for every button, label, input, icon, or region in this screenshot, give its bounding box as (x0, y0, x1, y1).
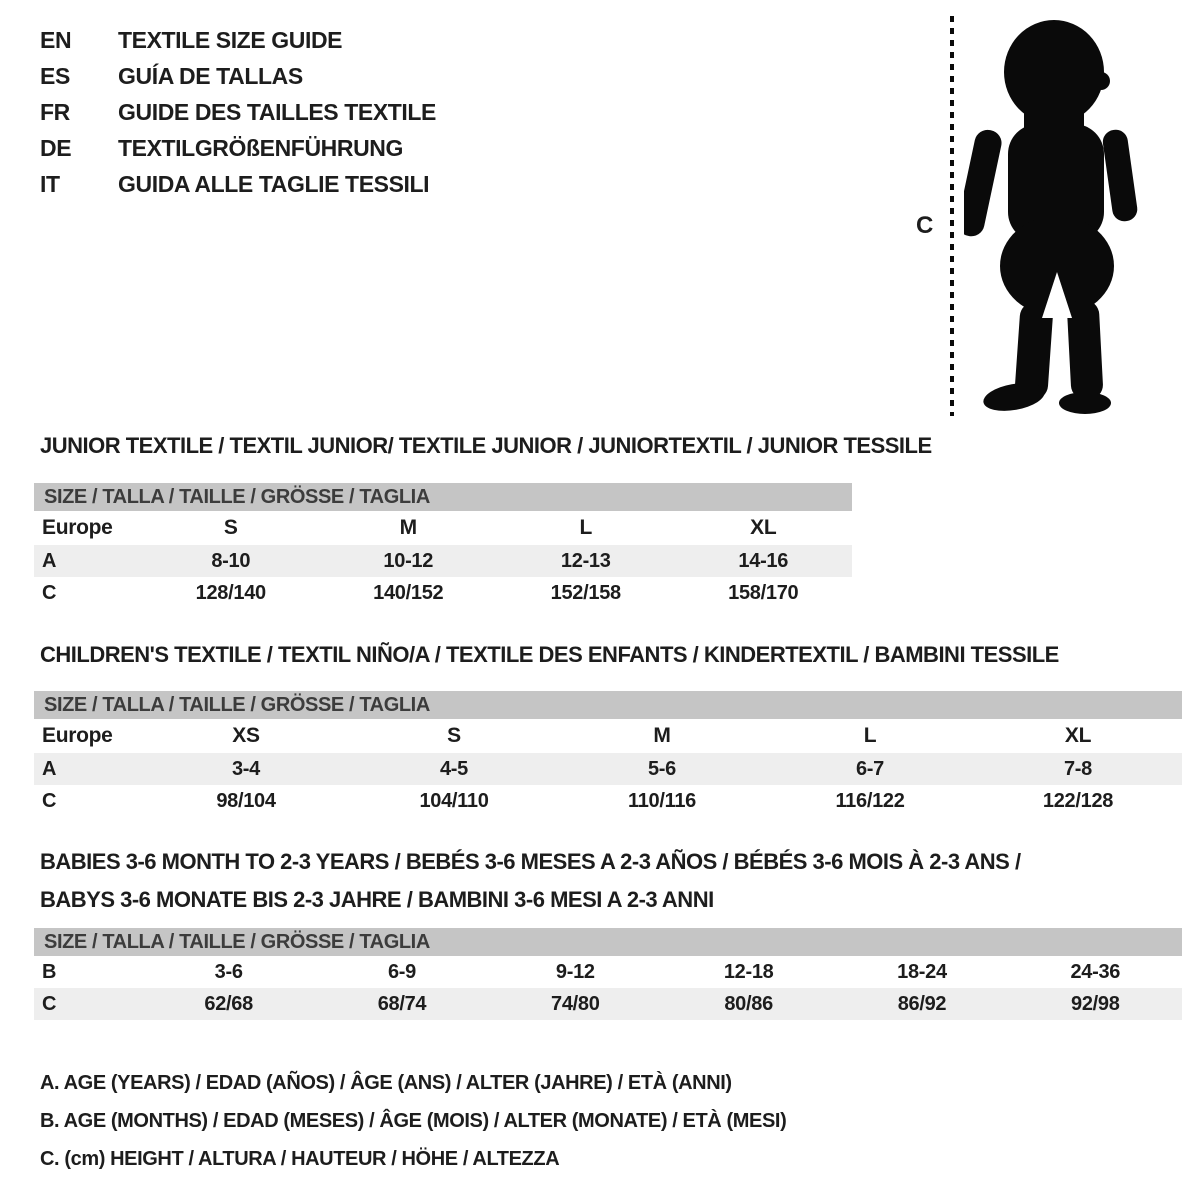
size-value: 3-6 (214, 960, 243, 983)
size-value: L (863, 724, 877, 747)
size-value: M (399, 516, 417, 539)
section-heading-line: BABIES 3-6 MONTH TO 2-3 YEARS / BEBÉS 3-6 MESES A 2-3 AÑOS / BÉBÉS 3-6 MOIS À 2-3 ANS / (40, 849, 1021, 874)
language-code: ES (40, 62, 70, 89)
size-value: 9-12 (555, 960, 595, 983)
size-value: 86/92 (897, 992, 947, 1015)
language-row (40, 58, 436, 94)
row-label: A (42, 549, 57, 572)
toddler-silhouette-icon (964, 14, 1140, 416)
table-row (34, 511, 852, 545)
size-value: XS (232, 724, 260, 747)
table-row (34, 988, 1182, 1020)
height-measure-dashed-line (950, 16, 954, 416)
size-value: 80/86 (724, 992, 773, 1015)
size-value: 12-18 (723, 960, 774, 983)
size-value: XL (1064, 724, 1092, 747)
size-value: S (223, 516, 238, 539)
guide-title: TEXTILGRÖßENFÜHRUNG (118, 134, 403, 161)
language-code: IT (40, 170, 60, 197)
language-title-list (40, 22, 436, 202)
language-row (40, 166, 436, 202)
size-value: S (447, 724, 461, 747)
size-value: 10-12 (383, 549, 434, 572)
size-value: 8-10 (211, 549, 251, 572)
size-value: 6-7 (855, 757, 884, 780)
size-value: 14-16 (738, 549, 789, 572)
table-row (34, 577, 852, 609)
language-code: FR (40, 98, 70, 125)
size-value: 24-36 (1070, 960, 1121, 983)
guide-title: GUIDE DES TAILLES TEXTILE (118, 98, 436, 125)
section-junior-textile (34, 433, 932, 609)
size-value: 110/116 (628, 789, 696, 812)
size-value: 5-6 (647, 757, 676, 780)
section-childrens-textile (34, 642, 1182, 817)
size-value: 12-13 (560, 549, 611, 572)
size-value: 68/74 (377, 992, 427, 1015)
size-value: 92/98 (1071, 992, 1120, 1015)
size-value: 74/80 (551, 992, 600, 1015)
section-babies-textile (34, 843, 1182, 1020)
row-label: C (42, 581, 57, 604)
size-value: 98/104 (216, 789, 276, 812)
row-label: C (42, 992, 57, 1015)
size-value: 128/140 (195, 581, 266, 604)
size-value: 116/122 (835, 789, 905, 812)
table-row (34, 956, 1182, 988)
size-value: L (579, 516, 593, 539)
guide-title: TEXTILE SIZE GUIDE (118, 26, 343, 53)
junior-size-table (34, 483, 852, 609)
size-value: M (653, 724, 671, 747)
height-measure-label: C (916, 212, 934, 239)
size-value: 140/152 (373, 581, 444, 604)
size-value: 104/110 (419, 789, 489, 812)
guide-title: GUÍA DE TALLAS (118, 62, 303, 89)
size-value: 122/128 (1042, 789, 1114, 812)
row-label: Europe (42, 724, 113, 747)
table-row (34, 785, 1182, 817)
row-label: A (42, 757, 57, 780)
measurement-legend (40, 1064, 786, 1178)
table-row (34, 545, 852, 577)
language-row (40, 130, 436, 166)
row-label: B (42, 960, 57, 983)
size-value: 7-8 (1063, 757, 1092, 780)
size-value: 158/170 (728, 581, 799, 604)
language-code: EN (40, 26, 72, 53)
size-header-bar: SIZE / TALLA / TAILLE / GRÖSSE / TAGLIA (34, 691, 1182, 719)
section-heading (34, 642, 1182, 668)
section-heading-line: BABYS 3-6 MONATE BIS 2-3 JAHRE / BAMBINI 3-6 MESI A 2-3 ANNI (40, 887, 714, 912)
size-value: 18-24 (897, 960, 947, 983)
size-header-bar: SIZE / TALLA / TAILLE / GRÖSSE / TAGLIA (34, 928, 1182, 956)
guide-title: GUIDA ALLE TAGLIE TESSILI (118, 170, 430, 197)
table-row (34, 753, 1182, 785)
section-heading (34, 843, 1182, 919)
section-heading-line: CHILDREN'S TEXTILE / TEXTIL NIÑO/A / TEXTILE DES ENFANTS / KINDERTEXTIL / BAMBINI TESSILE (40, 642, 1059, 667)
size-value: 152/158 (550, 581, 621, 604)
size-value: XL (750, 516, 777, 539)
legend-line: B. AGE (MONTHS) / EDAD (MESES) / ÂGE (MOIS) / ALTER (MONATE) / ETÀ (MESI) (40, 1110, 787, 1132)
language-code: DE (40, 134, 72, 161)
table-row (34, 719, 1182, 753)
babies-size-table (34, 928, 1182, 1020)
language-row (40, 94, 436, 130)
row-label: C (42, 789, 57, 812)
size-header-bar: SIZE / TALLA / TAILLE / GRÖSSE / TAGLIA (34, 483, 852, 511)
section-heading-line: JUNIOR TEXTILE / TEXTIL JUNIOR/ TEXTILE JUNIOR / JUNIORTEXTIL / JUNIOR TESSILE (40, 433, 932, 458)
language-row (40, 22, 436, 58)
legend-line: A. AGE (YEARS) / EDAD (AÑOS) / ÂGE (ANS) / ALTER (JAHRE) / ETÀ (ANNI) (40, 1072, 732, 1094)
size-value: 6-9 (387, 960, 416, 983)
toddler-figure (900, 0, 1180, 435)
children-size-table (34, 691, 1182, 817)
legend-line: C. (cm) HEIGHT / ALTURA / HAUTEUR / HÖHE / ALTEZZA (40, 1148, 560, 1170)
row-label: Europe (42, 516, 113, 539)
size-value: 3-4 (231, 757, 260, 780)
size-value: 62/68 (204, 992, 253, 1015)
size-value: 4-5 (439, 757, 468, 780)
section-heading (34, 433, 932, 459)
